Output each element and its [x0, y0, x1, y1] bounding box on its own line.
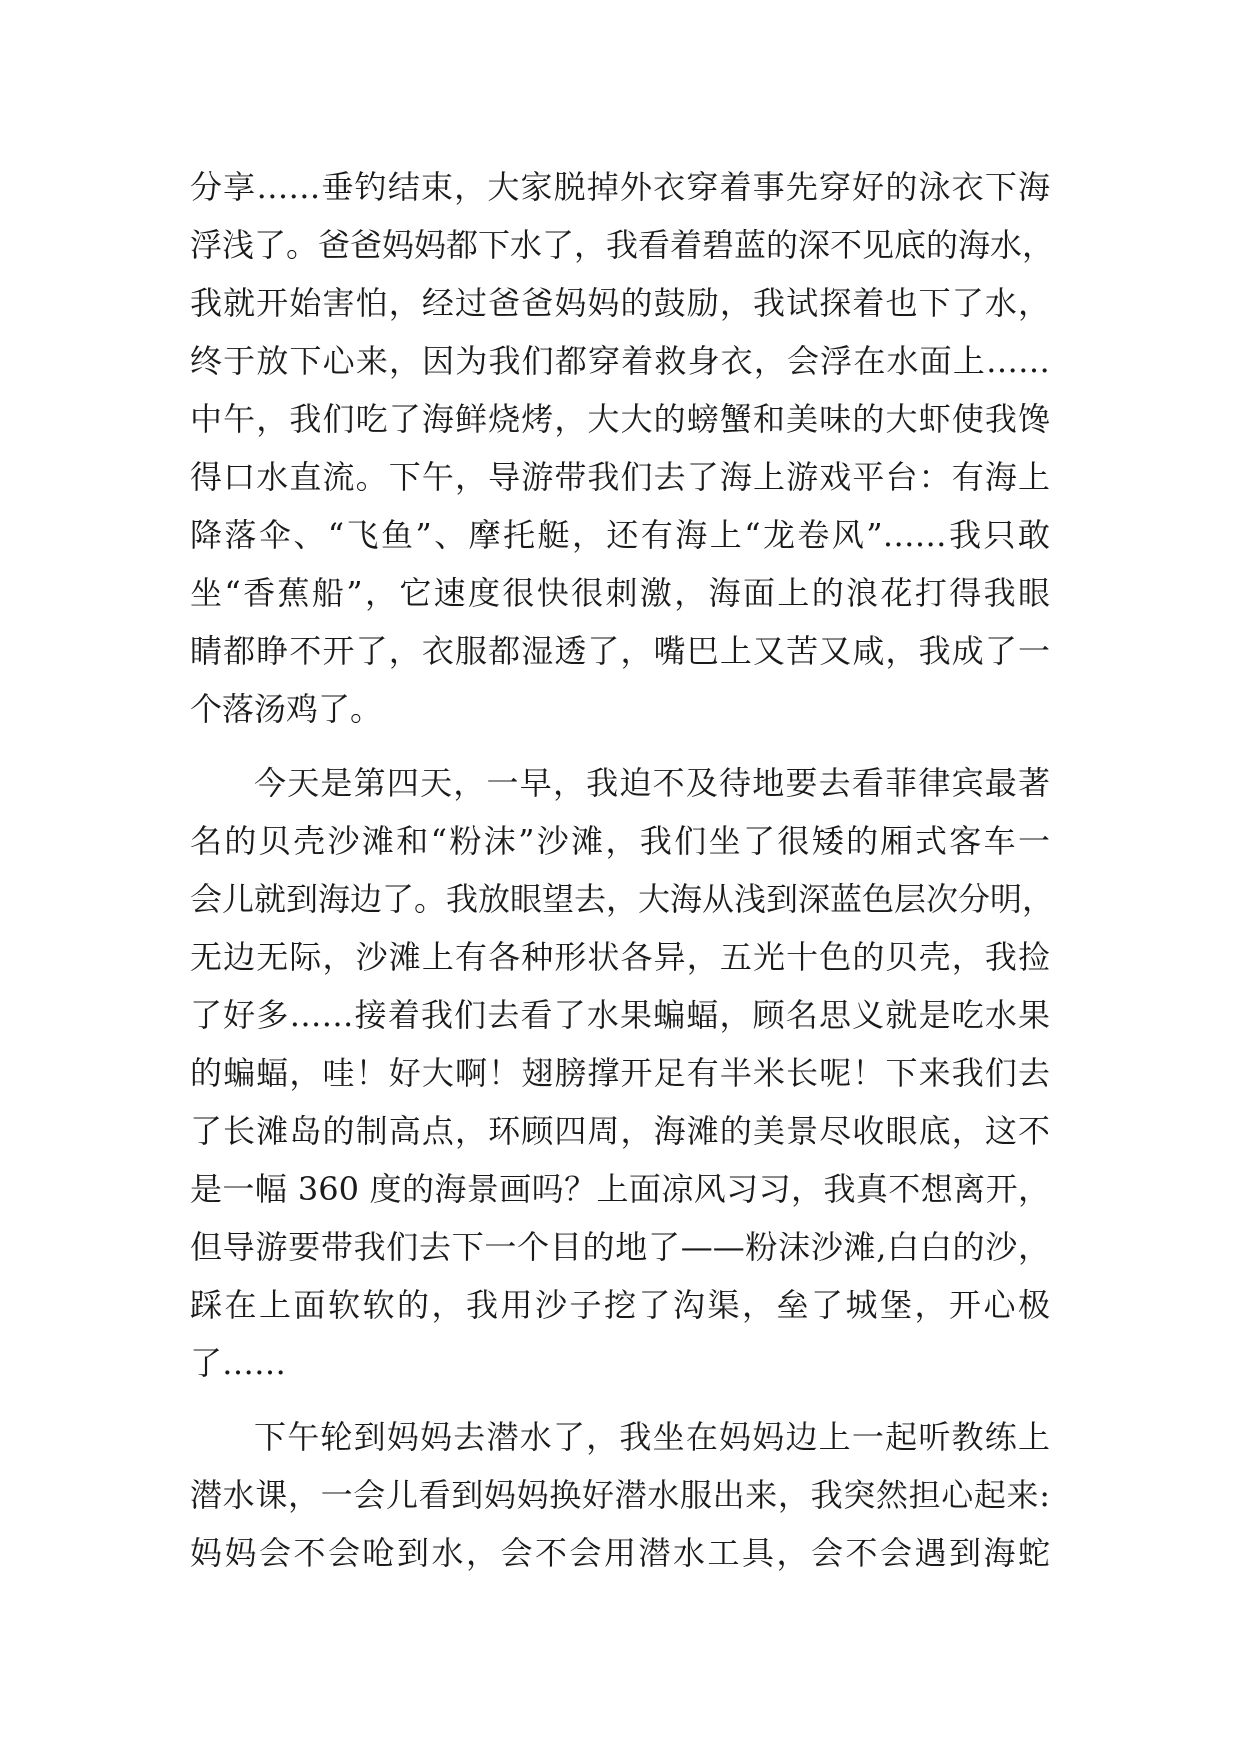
text-line: 中午，我们吃了海鲜烧烤，大大的螃蟹和美味的大虾使我馋	[190, 400, 1050, 438]
paragraph-2	[190, 754, 1055, 1392]
text-line: 我就开始害怕，经过爸爸妈妈的鼓励，我试探着也下了水，	[190, 284, 1050, 322]
text-line: 名的贝壳沙滩和“粉沫”沙滩，我们坐了很矮的厢式客车一	[190, 822, 1050, 860]
text-line: 会儿就到海边了。我放眼望去，大海从浅到深蓝色层次分明，	[190, 880, 1055, 918]
text-line: 得口水直流。下午，导游带我们去了海上游戏平台：有海上	[190, 458, 1050, 496]
text-line: 了……	[190, 1344, 287, 1382]
text-line: 无边无际，沙滩上有各种形状各异，五光十色的贝壳，我捡	[190, 938, 1050, 976]
text-line: 了长滩岛的制高点，环顾四周，海滩的美景尽收眼底，这不	[190, 1112, 1050, 1150]
text-line: 妈妈会不会呛到水，会不会用潜水工具，会不会遇到海蛇	[190, 1534, 1050, 1572]
text-line: 坐“香蕉船”，它速度很快很刺激，海面上的浪花打得我眼	[190, 574, 1050, 612]
text-line: 今天是第四天，一早，我迫不及待地要去看菲律宾最著	[254, 764, 1050, 802]
paragraph-spacer	[190, 738, 1050, 754]
text-line: 下午轮到妈妈去潜水了，我坐在妈妈边上一起听教练上	[254, 1418, 1050, 1456]
text-line: 了好多……接着我们去看了水果蝙蝠，顾名思义就是吃水果	[190, 996, 1050, 1034]
document-body	[190, 158, 1055, 1582]
text-line: 睛都睁不开了，衣服都湿透了，嘴巴上又苦又咸，我成了一	[190, 632, 1050, 670]
paragraph-spacer	[190, 1392, 1050, 1408]
text-line: 的蝙蝠，哇！好大啊！翅膀撑开足有半米长呢！下来我们去	[190, 1054, 1050, 1092]
text-line: 分享……垂钓结束，大家脱掉外衣穿着事先穿好的泳衣下海	[190, 168, 1050, 206]
text-line: 降落伞、“飞鱼”、摩托艇，还有海上“龙卷风”……我只敢	[190, 516, 1050, 554]
text-line: 终于放下心来，因为我们都穿着救身衣，会浮在水面上……	[190, 342, 1050, 380]
text-line: 潜水课，一会儿看到妈妈换好潜水服出来，我突然担心起来:	[190, 1476, 1050, 1514]
text-line: 但导游要带我们去下一个目的地了——粉沫沙滩,白白的沙，	[190, 1228, 1050, 1266]
text-line: 是一幅 360 度的海景画吗？上面凉风习习，我真不想离开，	[190, 1170, 1050, 1208]
paragraph-3	[190, 1408, 1050, 1582]
paragraph-1	[190, 158, 1055, 738]
text-line: 踩在上面软软的，我用沙子挖了沟渠，垒了城堡，开心极	[190, 1286, 1050, 1324]
text-line: 浮浅了。爸爸妈妈都下水了，我看着碧蓝的深不见底的海水，	[190, 226, 1055, 264]
text-line: 个落汤鸡了。	[190, 690, 383, 728]
